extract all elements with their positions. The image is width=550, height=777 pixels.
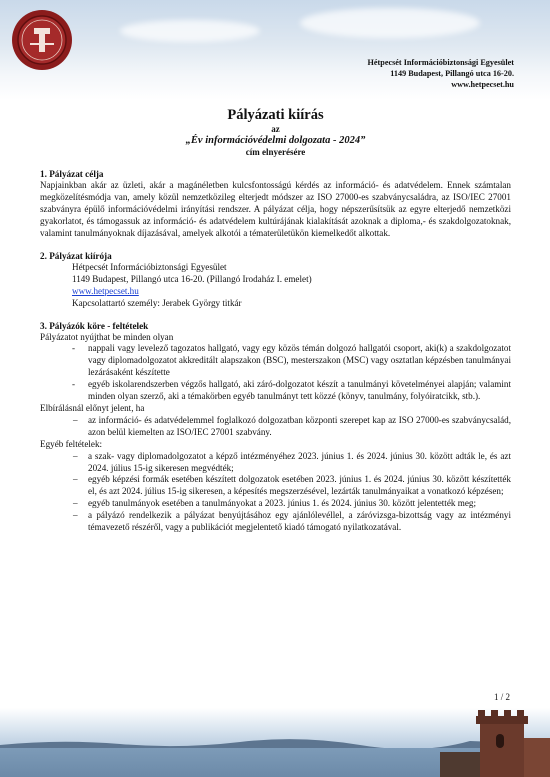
competition-name: „Év információvédelmi dolgozata - 2024” [185,134,366,146]
cloud-shape [300,8,480,38]
section-eligibility [40,320,511,534]
header-banner [0,0,550,100]
list-item: – egyéb képzési formák esetében készített dolgozatok esetében 2023. június 1. és 2024. június 30. között készítették el, és azt 2024. július 15-ig sikeresen, a képesítés megszerzésével, lezárták tanulmányaikat a vonatkozó képzésen; [40,474,511,498]
advantage-list [40,415,511,439]
section-issuer [40,250,511,310]
title-az: az [271,123,280,134]
other-conditions-intro: Egyéb feltételek: [40,438,103,449]
list-item: – az információ- és adatvédelemmel foglalkozó dolgozatban központi szerepet kap az ISO 27000-es szabványcsalád, azon belül kiemelten az ISO/IEC 27001 szabvány. [40,415,511,439]
cloud-shape [120,20,260,42]
issuer-address: 1149 Budapest, Pillangó utca 16-20. (Pillangó Irodaház I. emelet) [72,273,312,284]
header-org-info [368,57,514,90]
other-conditions-list [40,451,511,534]
list-item: – egyéb tanulmányok esetében a tanulmányokat a 2023. június 1. és 2024. június 30. között jelentették meg; [40,498,511,510]
list-item: – a pályázó rendelkezik a pályázat benyújtásához egy ajánlólevéllel, a záróvizsga-bizottság vagy az intézményi témavezető részéről, vagy a publikációt megjelentető kiadó támogató nyilatkozatával. [40,510,511,534]
eligible-list [40,343,511,403]
section-paragraph: Napjainkban akár az üzleti, akár a magánéletben kulcsfontosságú kérdés az információ- és adatvédelem. Ennek számtalan megközelítésmódja van, amely közül nemzetközileg elterjedt módszer az ISO 27000-es szabványcsaládra, az ISO/IEC 27001 szabványra épülő információvédelmi irányítási rendszer. A pályázat célja, hogy népszerűsítsük az egyre elterjedő nemzetközi gyakorlatot, és támogassuk az információ- és adatvédelem kultúrájának kialakítását azoknak a diploma,- és szakdolgozatoknak, valamint tanulmányoknak díjazásával, amelyek alkotói a tématerületükön kiemelkedőt alkottak. [40,180,511,239]
list-item: - nappali vagy levelező tagozatos hallgató, vagy egy közös témán dolgozó hallgatói csoport, aki(k) a szakdolgozatot vagy diplomadolgozatot akkreditált alapszakon (BSC), mesterszakon (MSC) vagy osztatlan képzésben tanulmányai lezárásaként készítette [40,343,511,379]
title-cim: cím elnyerésére [245,147,306,158]
eligibility-intro: Pályázatot nyújthat be minden olyan [40,331,174,342]
castle-tower-icon [440,708,550,777]
header-org-name: Hétpecsét Információbiztonsági Egyesület [367,58,514,67]
issuer-name: Hétpecsét Információbiztonsági Egyesület [72,261,227,272]
page-number: 1 / 2 [493,692,510,702]
issuer-contact: Kapcsolattartó személy: Jerabek György titkár [72,297,242,308]
list-item: – a szak- vagy diplomadolgozatot a képző intézményéhez 2023. június 1. és 2024. június 30. között adták le, és azt 2024. július 15-ig sikeresen megvédték; [40,451,511,475]
section-heading: 2. Pályázat kiírója [40,250,112,261]
footer-banner [0,708,550,777]
document-title: Pályázati kiírás [227,107,324,123]
section-heading: 3. Pályázók köre - feltételek [40,320,149,331]
wax-seal-logo-icon [10,8,74,72]
document-body [40,107,511,534]
issuer-website-link[interactable]: www.hetpecset.hu [72,285,139,296]
header-address: 1149 Budapest, Pillangó utca 16-20. [390,69,514,78]
section-purpose [40,168,511,240]
advantage-intro: Elbírálásnál előnyt jelent, ha [40,403,145,413]
header-website[interactable]: www.hetpecset.hu [451,80,514,89]
section-heading: 1. Pályázat célja [40,169,104,180]
issuer-details [40,262,511,310]
list-item: - egyéb iskolarendszerben végzős hallgató, aki záró-dolgozatot készít a tanulmányi követelményei alapján; valamint minden olyan szerző, aki a témakörben egyéb tanulmányt tett közzé (könyv, tanulmány, folyóiratcikk, stb.). [40,379,511,403]
